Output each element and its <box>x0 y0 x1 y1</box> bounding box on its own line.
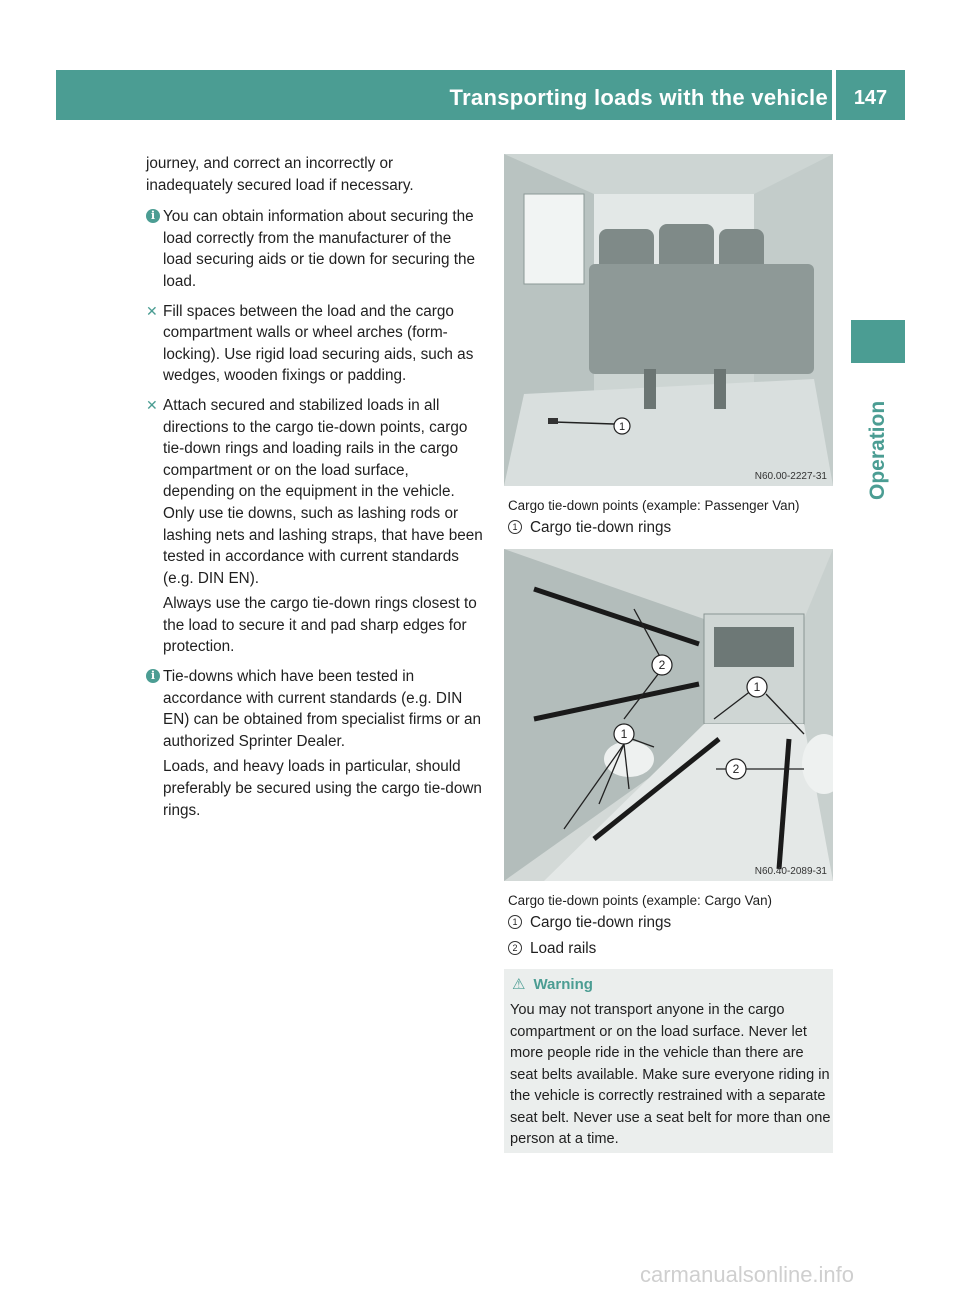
action-x-icon: ✕ <box>146 396 158 413</box>
action-x-icon: ✕ <box>146 302 158 319</box>
legend-label: Cargo tie-down rings <box>530 914 672 931</box>
figure-1-legend-1 <box>508 519 671 537</box>
legend-number: 1 <box>508 915 522 929</box>
figure-1-caption: Cargo tie-down points (example: Passenger Van) <box>508 498 800 513</box>
info-note-2-extra: Loads, and heavy loads in particular, should preferably be secured using the cargo tie-down rings. <box>163 758 482 819</box>
section-label <box>851 370 905 500</box>
warning-header <box>512 975 593 993</box>
intro-paragraph: journey, and correct an incorrectly or inadequately secured load if necessary. <box>146 155 414 194</box>
figure-2-callout-1b: 1 <box>620 727 628 741</box>
info-note-1-text: You can obtain information about securing the load correctly from the manufacturer of the load securing aids or tie down for securing the load. <box>163 208 476 290</box>
figure-passenger-van <box>504 154 833 486</box>
figure-2-callout-2b: 2 <box>732 762 740 776</box>
figure-code: N60.40-2089-31 <box>754 866 827 877</box>
figure-1-callout: 1 <box>618 421 626 433</box>
warning-text: You may not transport anyone in the cargo compartment or on the load surface. Never let more people ride in the vehicle than there are seat belts available. Make sure everyone riding in the vehicle is correctly restrained with a separate seat belt. Never use a seat belt for more than one person at a time. <box>510 1002 831 1147</box>
section-label-text: Operation <box>866 400 889 500</box>
info-note-2 <box>146 666 484 821</box>
info-icon: i <box>146 209 160 223</box>
warning-title: Warning <box>533 976 593 993</box>
watermark: carmanualsonline.info <box>640 1262 855 1287</box>
section-tab <box>851 320 905 363</box>
figure-cargo-van <box>504 549 833 881</box>
legend-number: 2 <box>508 941 522 955</box>
figure-2-legend-1 <box>508 914 671 932</box>
figure-2-callout-2a: 2 <box>658 658 666 672</box>
warning-triangle-icon: ⚠ <box>512 976 526 993</box>
legend-number: 1 <box>508 520 522 534</box>
legend-label: Cargo tie-down rings <box>530 519 672 536</box>
cargo-van-illustration <box>504 549 833 881</box>
passenger-van-illustration <box>504 154 833 486</box>
figure-2-callout-1a: 1 <box>753 680 761 694</box>
step-1 <box>146 301 484 387</box>
page-title: Transporting loads with the vehicle <box>449 85 828 110</box>
step-2-text: Attach secured and stabilized loads in all directions to the cargo tie-down points, cargo tie-down rings and loading rails in the cargo compartment or on the load surface, depending on the equipment in the vehicle. Only use tie downs, such as lashing rods or lashing nets and lashing straps, that have been tested in accordance with current standards (e.g. DIN EN). <box>163 396 483 587</box>
step-1-text: Fill spaces between the load and the cargo compartment walls or wheel arches (form-locking). Use rigid load securing aids, such as wedges, wooden fixings or padding. <box>163 302 474 385</box>
info-icon: i <box>146 669 160 683</box>
info-note-2-text: Tie-downs which have been tested in accordance with current standards (e.g. DIN EN) can be obtained from specialist firms or an authorized Sprinter Dealer. <box>163 668 481 750</box>
left-column <box>146 153 484 829</box>
figure-code: N60.00-2227-31 <box>754 471 827 482</box>
page-number: 147 <box>853 87 888 109</box>
legend-label: Load rails <box>530 940 597 957</box>
step-2 <box>146 395 484 658</box>
figure-2-legend-2 <box>508 940 596 958</box>
step-2-extra: Always use the cargo tie-down rings closest to the load to secure it and pad sharp edges for protection. <box>163 595 477 656</box>
warning-box <box>504 969 833 1153</box>
figure-2-caption: Cargo tie-down points (example: Cargo Van) <box>508 893 772 908</box>
info-note-1 <box>146 206 484 292</box>
